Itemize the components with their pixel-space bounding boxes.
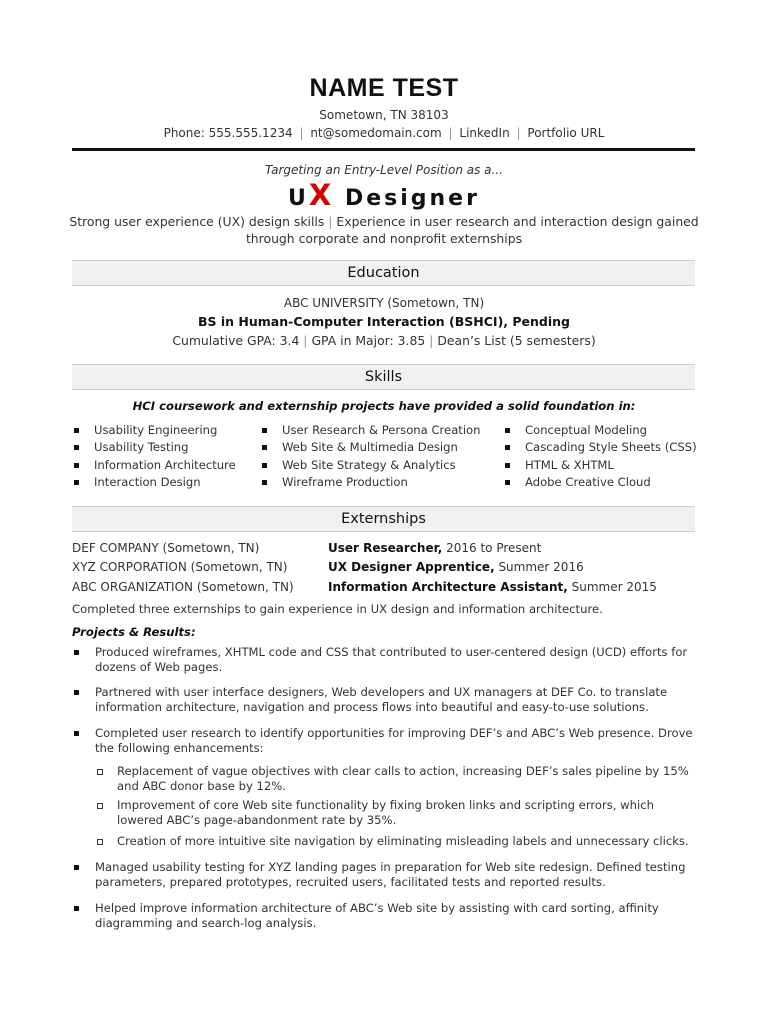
externship-role (328, 560, 584, 574)
list-item: Adobe Creative Cloud (503, 474, 697, 491)
gpa-cumulative: Cumulative GPA: 3.4 (172, 333, 300, 348)
externship-org: DEF COMPANY (Sometown, TN) (72, 541, 260, 555)
checkbox-bullet-icon (97, 839, 103, 845)
list-item: Interaction Design (72, 474, 236, 491)
externships-heading: Externships (72, 506, 695, 532)
list-item: Usability Testing (72, 439, 236, 456)
sub-bullet-text: Improvement of core Web site functionality by fixing broken links and scripting errors, which lowered ABC’s page-abandonment rate by 35%. (117, 798, 654, 828)
role-title: User Researcher, (328, 541, 443, 555)
checkbox-bullet-icon (97, 803, 103, 809)
bullet-icon (74, 690, 79, 695)
phone: Phone: 555.555.1234 (163, 126, 293, 140)
skills-column-3 (503, 422, 697, 492)
separator: | (429, 333, 434, 348)
checkbox-bullet-icon (97, 769, 103, 775)
skills-column-2 (260, 422, 481, 492)
summary-part-1: Strong user experience (UX) design skills (69, 214, 325, 229)
list-item: Wireframe Production (260, 474, 481, 491)
address: Sometown, TN 38103 (319, 108, 449, 122)
list-item: Web Site & Multimedia Design (260, 439, 481, 456)
bullet-icon (74, 731, 79, 736)
separator: | (516, 126, 521, 140)
bullet-icon (74, 650, 79, 655)
summary-text (60, 214, 708, 247)
separator: | (328, 214, 333, 229)
list-item: HTML & XHTML (503, 457, 697, 474)
target-tagline: Targeting an Entry-Level Position as a... (265, 163, 503, 177)
list-item: User Research & Persona Creation (260, 422, 481, 439)
bullet-icon (74, 865, 79, 870)
role-title: Information Architecture Assistant, (328, 580, 568, 594)
email-link[interactable]: nt@somedomain.com (310, 126, 442, 140)
sub-list-item (95, 834, 700, 849)
education-gpa (0, 333, 768, 348)
bullet-text: Partnered with user interface designers, Web developers and UX managers at DEF Co. to translate information architecture, navigation and process flows into beautiful and easy-to-use solutions. (95, 685, 668, 715)
externship-entry (72, 560, 712, 578)
candidate-name: NAME TEST (309, 74, 459, 102)
list-item: Cascading Style Sheets (CSS) (503, 439, 697, 456)
sub-bullet-text: Replacement of vague objectives with clear calls to action, increasing DEF’s sales pipeline by 15% and ABC donor base by 12%. (117, 764, 689, 794)
education-school: ABC UNIVERSITY (Sometown, TN) (283, 296, 485, 310)
separator: | (303, 333, 308, 348)
list-item (72, 685, 700, 715)
role-date: Summer 2015 (567, 580, 657, 594)
contact-line (0, 126, 768, 140)
list-item: Information Architecture (72, 457, 236, 474)
bullet-text: Completed user research to identify opportunities for improving DEF’s and ABC’s Web presence. Drove the following enhancements: (95, 726, 693, 756)
sub-list-item (95, 764, 700, 794)
skills-column-1 (72, 422, 236, 492)
deans-list: Dean’s List (5 semesters) (437, 333, 596, 348)
list-item (72, 860, 700, 890)
list-item (72, 645, 700, 675)
bullet-text: Helped improve information architecture of ABC’s Web site by assisting with card sorting, affinity diagramming and search-log analysis. (95, 901, 659, 931)
skills-intro: HCI coursework and externship projects have provided a solid foundation in: (132, 399, 636, 413)
summary-part-2: Experience in user research and interaction design gained through corporate and nonprofit externships (245, 214, 699, 246)
gpa-major: GPA in Major: 3.85 (311, 333, 426, 348)
externship-entry (72, 541, 712, 559)
bullet-text: Managed usability testing for XYZ landing pages in preparation for Web site redesign. Defined testing parameters, prepared prototypes, recruited users, facilitated tests and reported results. (95, 860, 686, 890)
role-title: UX Designer Apprentice, (328, 560, 495, 574)
sub-bullet-text: Creation of more intuitive site navigation by eliminating misleading labels and unnecessary clicks. (117, 834, 689, 848)
title-rest: Designer (344, 186, 480, 211)
role-date: 2016 to Present (442, 541, 542, 555)
separator: | (448, 126, 453, 140)
externship-role (328, 541, 541, 555)
externship-org: ABC ORGANIZATION (Sometown, TN) (72, 580, 294, 594)
externship-entry (72, 580, 712, 598)
portfolio-link[interactable]: Portfolio URL (527, 126, 605, 140)
projects-heading: Projects & Results: (72, 625, 196, 639)
header-divider (72, 148, 695, 151)
education-degree: BS in Human-Computer Interaction (BSHCI), Pending (198, 314, 570, 329)
list-item (72, 726, 700, 756)
education-heading: Education (72, 260, 695, 286)
bullet-text: Produced wireframes, XHTML code and CSS that contributed to user-centered design (UCD) efforts for dozens of Web pages. (95, 645, 688, 675)
list-item (72, 901, 700, 931)
title-prefix: U (288, 186, 309, 211)
sub-list-item (95, 798, 700, 828)
externship-role (328, 580, 657, 594)
role-date: Summer 2016 (494, 560, 584, 574)
list-item: Usability Engineering (72, 422, 236, 439)
bullet-icon (74, 906, 79, 911)
skills-heading: Skills (72, 364, 695, 390)
title-x-mark: X (308, 178, 335, 212)
separator: | (299, 126, 304, 140)
list-item: Web Site Strategy & Analytics (260, 457, 481, 474)
target-title (0, 178, 768, 212)
linkedin-link[interactable]: LinkedIn (459, 126, 510, 140)
externship-org: XYZ CORPORATION (Sometown, TN) (72, 560, 288, 574)
externship-summary: Completed three externships to gain experience in UX design and information architecture. (72, 602, 603, 616)
list-item: Conceptual Modeling (503, 422, 697, 439)
